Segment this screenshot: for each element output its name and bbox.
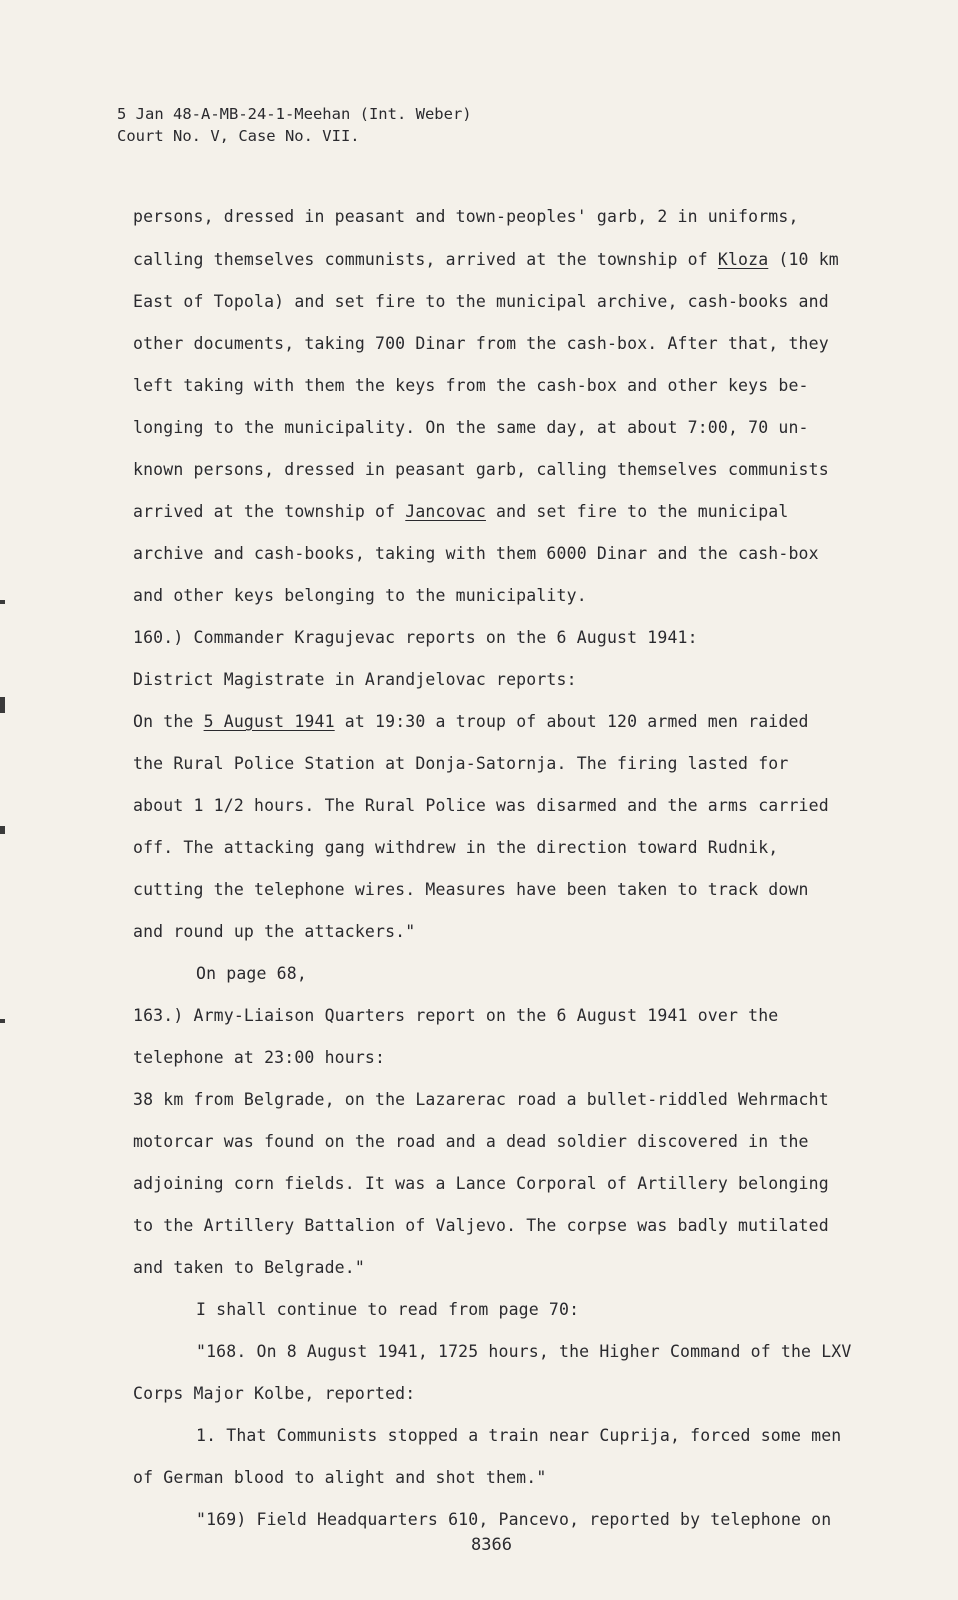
- text-line-4: other documents, taking 700 Dinar from the cash-box. After that, they: [133, 334, 829, 353]
- text-line-6: longing to the municipality. On the same day, at about 7:00, 70 un-: [133, 418, 809, 437]
- text-line-10: and other keys belonging to the municipality.: [133, 586, 587, 605]
- text-line-20: 163.) Army-Liaison Quarters report on the 6 August 1941 over the: [133, 1006, 779, 1025]
- text-line-29: Corps Major Kolbe, reported:: [133, 1384, 416, 1403]
- page-number: 8366: [471, 1535, 512, 1555]
- text-line-8: [133, 502, 788, 521]
- text-line-16: off. The attacking gang withdrew in the direction toward Rudnik,: [133, 838, 779, 857]
- text-line-5: left taking with them the keys from the cash-box and other keys be-: [133, 376, 809, 395]
- text-line-21: telephone at 23:00 hours:: [133, 1048, 386, 1067]
- text-line-7: known persons, dressed in peasant garb, calling themselves communists: [133, 460, 829, 479]
- text-line-25: to the Artillery Battalion of Valjevo. The corpse was badly mutilated: [133, 1216, 829, 1235]
- text-line-23: motorcar was found on the road and a dead soldier discovered in the: [133, 1132, 809, 1151]
- text-line-19: On page 68,: [196, 964, 307, 983]
- scan-edge-mark: [0, 600, 5, 604]
- text-line-2: [133, 250, 839, 269]
- text-line-28: "168. On 8 August 1941, 1725 hours, the Higher Command of the LXV: [196, 1342, 852, 1361]
- underlined-date: 5 August 1941: [203, 712, 335, 731]
- text-line-27: I shall continue to read from page 70:: [196, 1300, 580, 1319]
- text-line-13: [133, 712, 809, 731]
- text-line-31: of German blood to alight and shot them.": [133, 1468, 547, 1487]
- text-line-26: and taken to Belgrade.": [133, 1258, 365, 1277]
- text-line-15: about 1 1/2 hours. The Rural Police was disarmed and the arms carried: [133, 796, 829, 815]
- scan-edge-mark: [0, 826, 5, 834]
- underlined-place-name: Kloza: [717, 250, 769, 269]
- text-span: at 19:30 a troup of about 120 armed men raided: [334, 712, 809, 731]
- text-line-24: adjoining corn fields. It was a Lance Corporal of Artillery belonging: [133, 1174, 829, 1193]
- text-line-1: persons, dressed in peasant and town-peoples' garb, 2 in uniforms,: [133, 207, 799, 226]
- text-span: arrived at the township of: [133, 502, 406, 521]
- text-line-9: archive and cash-books, taking with them 6000 Dinar and the cash-box: [133, 544, 819, 563]
- header-line-2: Court No. V, Case No. VII.: [117, 127, 360, 145]
- text-span: and set fire to the municipal: [485, 502, 789, 521]
- text-line-12: District Magistrate in Arandjelovac reports:: [133, 670, 577, 689]
- text-line-17: cutting the telephone wires. Measures have been taken to track down: [133, 880, 809, 899]
- text-line-18: and round up the attackers.": [133, 922, 416, 941]
- text-line-32: "169) Field Headquarters 610, Pancevo, reported by telephone on: [196, 1510, 832, 1529]
- document-header: [117, 103, 472, 147]
- text-line-3: East of Topola) and set fire to the municipal archive, cash-books and: [133, 292, 829, 311]
- text-line-14: the Rural Police Station at Donja-Satornja. The firing lasted for: [133, 754, 789, 773]
- underlined-place-name: Jancovac: [405, 502, 486, 521]
- text-line-11: 160.) Commander Kragujevac reports on the 6 August 1941:: [133, 628, 698, 647]
- scan-edge-mark: [0, 697, 5, 713]
- text-span: On the: [133, 712, 204, 731]
- text-line-30: 1. That Communists stopped a train near Cuprija, forced some men: [196, 1426, 842, 1445]
- text-span: calling themselves communists, arrived at the township of: [133, 250, 718, 269]
- text-span: (10 km: [768, 250, 839, 269]
- scan-edge-mark: [0, 1019, 5, 1023]
- text-line-22: 38 km from Belgrade, on the Lazarerac road a bullet-riddled Wehrmacht: [133, 1090, 829, 1109]
- header-line-1: 5 Jan 48-A-MB-24-1-Meehan (Int. Weber): [117, 105, 472, 123]
